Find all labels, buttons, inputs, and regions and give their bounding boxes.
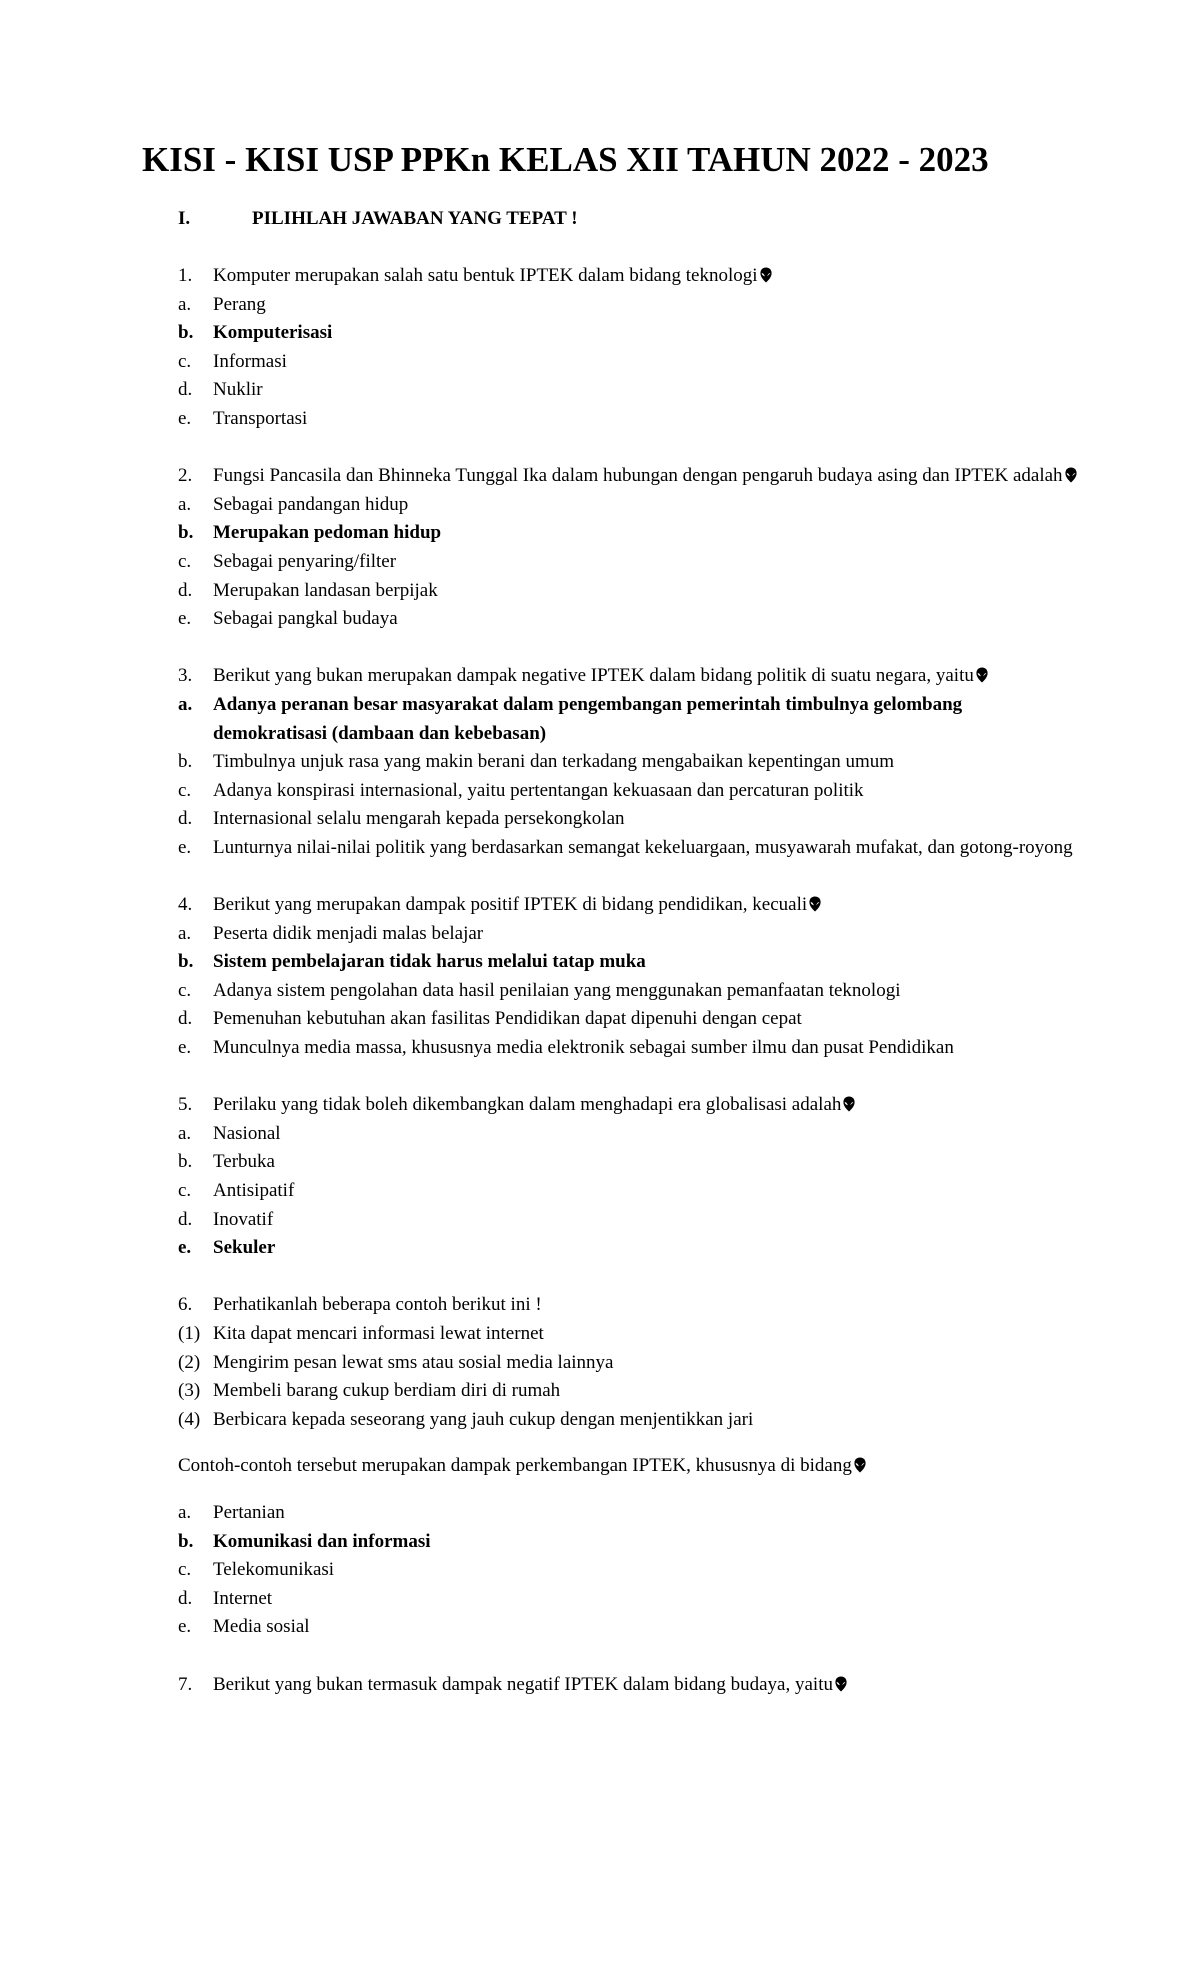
- section-title: PILIHLAH JAWABAN YANG TEPAT !: [252, 208, 578, 229]
- answer-option: [178, 548, 1078, 577]
- option-letter: d.: [178, 379, 193, 401]
- answer-option: [178, 1148, 1078, 1177]
- question-row: [178, 891, 1078, 920]
- option-text: Terbuka: [213, 1151, 275, 1173]
- question-item: [178, 891, 1078, 1063]
- question-text: Berikut yang bukan merupakan dampak negative IPTEK dalam bidang politik di suatu negara, yaitu: [213, 665, 974, 687]
- option-letter: b.: [178, 322, 194, 344]
- option-letter: a.: [178, 693, 193, 715]
- document-title: KISI - KISI USP PPKn KELAS XII TAHUN 2022 - 2023: [142, 140, 989, 179]
- section-heading: [178, 208, 578, 230]
- option-text: Pertanian: [213, 1501, 285, 1523]
- answer-option: [178, 405, 1078, 434]
- question-text: Perhatikanlah beberapa contoh berikut ini !: [213, 1294, 542, 1316]
- question-number: 4.: [178, 894, 193, 916]
- sub-item: [178, 1320, 1078, 1349]
- option-letter: e.: [178, 1616, 192, 1638]
- question-text: Perilaku yang tidak boleh dikembangkan dalam menghadapi era globalisasi adalah: [213, 1094, 842, 1116]
- option-letter: b.: [178, 951, 194, 973]
- answer-option-correct: [178, 948, 1078, 977]
- option-letter: d.: [178, 1587, 193, 1609]
- option-text: Munculnya media massa, khususnya media elektronik sebagai sumber ilmu dan pusat Pendidikan: [213, 1037, 954, 1059]
- question-number: 2.: [178, 465, 193, 487]
- option-text: Komunikasi dan informasi: [213, 1530, 431, 1552]
- option-letter: e.: [178, 836, 192, 858]
- alien-icon: [843, 1096, 855, 1112]
- alien-icon: [1065, 467, 1077, 483]
- option-text: Sebagai pangkal budaya: [213, 608, 398, 630]
- question-number: 3.: [178, 665, 193, 687]
- option-text: Nasional: [213, 1122, 281, 1144]
- option-text: Telekomunikasi: [213, 1559, 335, 1581]
- option-text: Timbulnya unjuk rasa yang makin berani dan terkadang mengabaikan kepentingan umum: [213, 751, 895, 773]
- option-letter: e.: [178, 407, 192, 429]
- alien-icon: [854, 1457, 866, 1473]
- option-text: Pemenuhan kebutuhan akan fasilitas Pendidikan dapat dipenuhi dengan cepat: [213, 1008, 802, 1030]
- question-text: Komputer merupakan salah satu bentuk IPTEK dalam bidang teknologi: [213, 265, 758, 286]
- option-letter: d.: [178, 1008, 193, 1030]
- answer-option: [178, 1177, 1078, 1206]
- option-letter: c.: [178, 979, 192, 1001]
- option-text: Sekuler: [213, 1237, 276, 1259]
- option-letter: a.: [178, 293, 192, 315]
- answer-option: [178, 376, 1078, 405]
- answer-option: [178, 777, 1078, 806]
- option-text: Lunturnya nilai-nilai politik yang berdasarkan semangat kekeluargaan, musyawarah mufakat, dan gotong-royong: [213, 836, 1073, 858]
- question-number: 7.: [178, 1673, 193, 1695]
- sub-item-label: (4): [178, 1408, 201, 1430]
- option-text: Inovatif: [213, 1208, 274, 1230]
- answer-option: [178, 491, 1078, 520]
- sub-item: [178, 1406, 1078, 1435]
- sub-item: [178, 1377, 1078, 1406]
- question-item: [178, 1291, 1078, 1642]
- answer-option: [178, 577, 1078, 606]
- option-letter: c.: [178, 1180, 192, 1201]
- option-text: Informasi: [213, 350, 287, 372]
- option-text: Peserta didik menjadi malas belajar: [213, 922, 484, 944]
- option-text: Transportasi: [213, 407, 308, 429]
- question-text: Berikut yang merupakan dampak positif IPTEK di bidang pendidikan, kecuali: [213, 894, 808, 916]
- answer-option: [178, 834, 1078, 863]
- option-letter: c.: [178, 550, 192, 572]
- answer-option-correct: [178, 691, 1078, 748]
- section-number: I.: [178, 208, 191, 229]
- option-letter: b.: [178, 1530, 194, 1552]
- option-text: Adanya peranan besar masyarakat dalam pengembangan pemerintah timbulnya gelombang demokratisasi (dambaan dan kebebasan): [213, 693, 963, 744]
- question-list: [178, 262, 1078, 1728]
- answer-option: [178, 291, 1078, 320]
- option-letter: e.: [178, 1037, 192, 1059]
- option-text: Perang: [213, 293, 266, 315]
- question-row: [178, 462, 1078, 491]
- option-text: Internet: [213, 1587, 273, 1609]
- option-letter: a.: [178, 922, 192, 944]
- question-item: [178, 1091, 1078, 1263]
- answer-option: [178, 748, 1078, 777]
- answer-option: [178, 1206, 1078, 1235]
- sub-item: [178, 1349, 1078, 1378]
- question-item: [178, 262, 1078, 434]
- option-letter: c.: [178, 1559, 192, 1581]
- question-followup: [178, 1452, 1078, 1481]
- option-letter: d.: [178, 808, 193, 830]
- question-text-wrap: [213, 462, 1078, 491]
- answer-option: [178, 805, 1078, 834]
- answer-option: [178, 1585, 1078, 1614]
- option-text: Merupakan pedoman hidup: [213, 522, 442, 544]
- question-item: [178, 1671, 1078, 1700]
- answer-option: [178, 605, 1078, 634]
- question-number: 6.: [178, 1294, 193, 1316]
- answer-option: [178, 920, 1078, 949]
- alien-icon: [760, 267, 772, 283]
- option-letter: c.: [178, 350, 192, 372]
- answer-option-correct: [178, 319, 1078, 348]
- sub-item-label: (1): [178, 1322, 201, 1344]
- option-letter: d.: [178, 1208, 193, 1230]
- option-letter: a.: [178, 1501, 192, 1523]
- question-row: [178, 1291, 1078, 1320]
- alien-icon: [976, 667, 988, 683]
- answer-option-correct: [178, 1528, 1078, 1557]
- question-text-wrap: [213, 262, 1078, 291]
- option-letter: e.: [178, 608, 192, 630]
- sub-item-label: (3): [178, 1380, 201, 1402]
- option-text: Internasional selalu mengarah kepada persekongkolan: [213, 808, 625, 830]
- option-letter: c.: [178, 779, 192, 801]
- answer-option: [178, 1499, 1078, 1528]
- question-item: [178, 662, 1078, 862]
- option-text: Sebagai penyaring/filter: [213, 550, 397, 572]
- option-letter: a.: [178, 1122, 192, 1144]
- question-text-wrap: [213, 891, 1078, 920]
- option-letter: e.: [178, 1237, 192, 1259]
- sub-item-text: Membeli barang cukup berdiam diri di rumah: [213, 1380, 561, 1402]
- option-letter: b.: [178, 522, 194, 544]
- question-text-wrap: [213, 1291, 1078, 1320]
- answer-option-correct: [178, 519, 1078, 548]
- question-text-wrap: [213, 1091, 1078, 1120]
- alien-icon: [835, 1676, 847, 1692]
- option-text: Nuklir: [213, 379, 263, 401]
- option-text: Adanya sistem pengolahan data hasil penilaian yang menggunakan pemanfaatan teknologi: [213, 979, 901, 1001]
- question-item: [178, 462, 1078, 634]
- question-text-wrap: [213, 662, 1078, 691]
- answer-option: [178, 977, 1078, 1006]
- answer-option: [178, 1613, 1078, 1642]
- option-text: Adanya konspirasi internasional, yaitu pertentangan kekuasaan dan percaturan politik: [213, 779, 864, 801]
- answer-option: [178, 348, 1078, 377]
- question-number: 1.: [178, 265, 193, 286]
- answer-option: [178, 1034, 1078, 1063]
- sub-item-text: Kita dapat mencari informasi lewat internet: [213, 1322, 544, 1344]
- question-row: [178, 1091, 1078, 1120]
- question-row: [178, 662, 1078, 691]
- question-text-wrap: [213, 1671, 1078, 1700]
- sub-item-label: (2): [178, 1351, 201, 1373]
- answer-option: [178, 1005, 1078, 1034]
- sub-item-text: Mengirim pesan lewat sms atau sosial media lainnya: [213, 1351, 614, 1373]
- answer-option: [178, 1120, 1078, 1149]
- answer-option-correct: [178, 1234, 1078, 1263]
- option-letter: d.: [178, 579, 193, 601]
- option-text: Sistem pembelajaran tidak harus melalui tatap muka: [213, 951, 646, 973]
- option-letter: a.: [178, 493, 192, 515]
- question-row: [178, 1671, 1078, 1700]
- question-row: [178, 262, 1078, 291]
- option-text: Merupakan landasan berpijak: [213, 579, 438, 601]
- sub-item-text: Berbicara kepada seseorang yang jauh cukup dengan menjentikkan jari: [213, 1408, 754, 1430]
- option-text: Media sosial: [213, 1616, 310, 1638]
- option-letter: b.: [178, 1151, 193, 1173]
- answer-option: [178, 1556, 1078, 1585]
- alien-icon: [809, 896, 821, 912]
- option-text: Komputerisasi: [213, 322, 333, 344]
- option-text: Sebagai pandangan hidup: [213, 493, 409, 515]
- question-text: Berikut yang bukan termasuk dampak negatif IPTEK dalam bidang budaya, yaitu: [213, 1673, 833, 1695]
- question-text: Fungsi Pancasila dan Bhinneka Tunggal Ika dalam hubungan dengan pengaruh budaya asing dan IPTEK adalah: [213, 465, 1063, 487]
- question-number: 5.: [178, 1094, 193, 1116]
- option-letter: b.: [178, 751, 193, 773]
- option-text: Antisipatif: [213, 1180, 295, 1201]
- question-followup-text: Contoh-contoh tersebut merupakan dampak perkembangan IPTEK, khususnya di bidang: [178, 1455, 852, 1477]
